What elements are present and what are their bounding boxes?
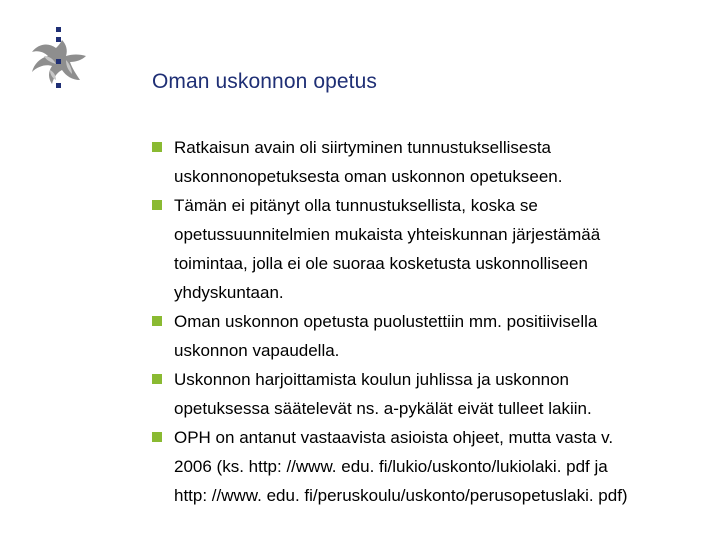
- bullet-item: [151, 307, 716, 365]
- bullet-line: Uskonnon harjoittamista koulun juhlissa ja uskonnon: [174, 370, 570, 389]
- bullet-item: [151, 423, 716, 510]
- square-bullet-icon: [152, 142, 162, 152]
- square-bullet-icon: [152, 200, 162, 210]
- bullet-list: [151, 133, 716, 510]
- bullet-line: uskonnonopetuksesta oman uskonnon opetukseen.: [174, 167, 563, 186]
- bullet-line: Tämän ei pitänyt olla tunnustuksellista, koska se: [174, 196, 538, 215]
- bullet-line: 2006 (ks. http: //www. edu. fi/lukio/uskonto/lukiolaki. pdf ja: [174, 457, 608, 476]
- bullet-line: opetuksessa säätelevät ns. a-pykälät eivät tulleet lakiin.: [174, 399, 592, 418]
- bullet-line: Oman uskonnon opetusta puolustettiin mm. positiivisella: [174, 312, 598, 331]
- bullet-line: yhdyskuntaan.: [174, 283, 284, 302]
- square-bullet-icon: [152, 374, 162, 384]
- bullet-item: [151, 191, 716, 307]
- bullet-line: opetussuunnitelmien mukaista yhteiskunnan järjestämää: [174, 225, 601, 244]
- slide-title: Oman uskonnon opetus: [152, 70, 377, 93]
- bullet-line: toimintaa, jolla ei ole suoraa kosketusta uskonnolliseen: [174, 254, 588, 273]
- bullet-line: Ratkaisun avain oli siirtyminen tunnustuksellisesta: [174, 138, 552, 157]
- bullet-line: http: //www. edu. fi/peruskoulu/uskonto/perusopetuslaki. pdf): [174, 486, 628, 505]
- square-bullet-icon: [152, 432, 162, 442]
- square-bullet-icon: [152, 316, 162, 326]
- bullet-item: [151, 133, 716, 191]
- bullet-item: [151, 365, 716, 423]
- bullet-line: uskonnon vapaudella.: [174, 341, 340, 360]
- helsinki-university-logo-icon: [26, 26, 90, 96]
- bullet-line: OPH on antanut vastaavista asioista ohjeet, mutta vasta v.: [174, 428, 614, 447]
